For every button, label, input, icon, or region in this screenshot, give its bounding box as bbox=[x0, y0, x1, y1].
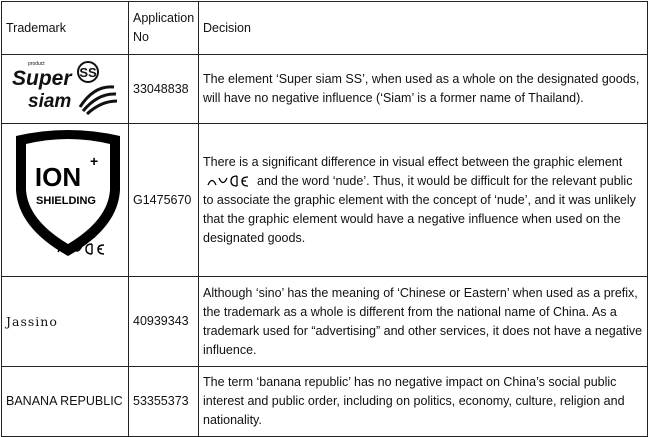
decision-text-before: There is a significant difference in visual effect between the graphic element bbox=[203, 154, 623, 169]
logo-siam-text: siam bbox=[28, 91, 72, 112]
decision-cell: The element ‘Super siam SS’, when used as a whole on the designated goods, will have no negative influence (‘Siam’ is a former name of Thailand). bbox=[199, 55, 648, 124]
ion-shielding-by-nude-logo-icon bbox=[6, 124, 132, 270]
header-application-no: Application No bbox=[129, 2, 199, 55]
logo-ss-badge-text: SS bbox=[79, 65, 97, 80]
application-no-cell: 53355373 bbox=[129, 367, 199, 437]
nude-graphic-icon bbox=[207, 174, 253, 188]
logo-plus-text: + bbox=[90, 153, 99, 169]
trademark-cell: Jassino bbox=[2, 277, 129, 367]
decision-cell: Although ‘sino’ has the meaning of ‘Chinese or Eastern’ when used as a prefix, the trademark as a whole is different from the national name of China. As a trademark used for “advertising” and other services, it does not have a negative influence. bbox=[199, 277, 648, 367]
header-row bbox=[2, 2, 648, 55]
logo-ion-text: ION bbox=[34, 162, 82, 192]
application-no-cell: 40939343 bbox=[129, 277, 199, 367]
table-row bbox=[2, 124, 648, 277]
trademark-decisions-table bbox=[1, 1, 648, 437]
decision-cell bbox=[199, 124, 648, 277]
table-row bbox=[2, 55, 648, 124]
logo-shielding-text: SHIELDING bbox=[36, 195, 96, 207]
logo-super-text: Super bbox=[12, 67, 72, 90]
trademark-cell bbox=[2, 124, 129, 277]
application-no-cell: G1475670 bbox=[129, 124, 199, 277]
application-no-cell: 33048838 bbox=[129, 55, 199, 124]
table-row bbox=[2, 277, 648, 367]
decision-cell: The term ‘banana republic’ has no negative impact on China’s social public interest and public order, including on politics, economy, culture, religion and nationality. bbox=[199, 367, 648, 437]
header-decision: Decision bbox=[199, 2, 648, 55]
logo-by-text: by bbox=[88, 228, 98, 238]
header-trademark: Trademark bbox=[2, 2, 129, 55]
table-row bbox=[2, 367, 648, 437]
decision-text-after: and the word ‘nude’. Thus, it would be difficult for the relevant public to associate the graphic element with the concept of ‘nude’, and it was unlikely that the graphic element would have a negative influence when used on the designated goods. bbox=[203, 173, 636, 245]
logo-tiny-text: product bbox=[28, 61, 45, 67]
trademark-cell: BANANA REPUBLIC bbox=[2, 367, 129, 437]
super-siam-ss-logo-icon bbox=[6, 55, 132, 117]
trademark-cell bbox=[2, 55, 129, 124]
